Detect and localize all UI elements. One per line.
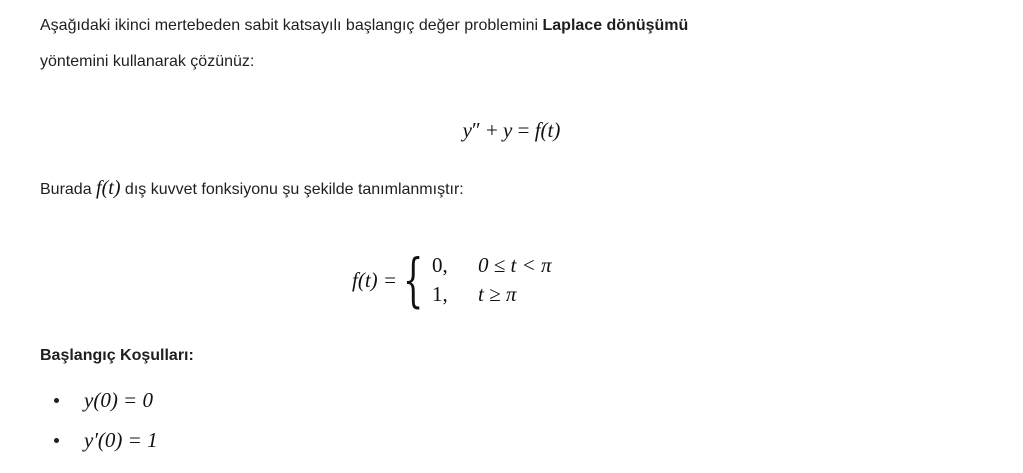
eq2-brace: { [403, 246, 424, 314]
list-item [54, 380, 158, 420]
piecewise-cases [432, 253, 552, 307]
ode-equation [0, 118, 1023, 143]
eq1-y2: y [503, 118, 513, 142]
eq1-y: y [462, 118, 472, 142]
initial-conditions-heading: Başlangıç Koşulları: [40, 347, 194, 364]
case2-value: 1, [431, 282, 448, 306]
eq1-rhs: f(t) [534, 118, 561, 142]
eq1-equals: = [512, 118, 535, 142]
eq1-prime: ″ [471, 118, 481, 142]
condition-2: y′(0) = 1 [84, 428, 158, 452]
intro-line-1 [40, 8, 688, 44]
forcing-prefix: Burada [40, 181, 97, 198]
initial-conditions-list [54, 380, 158, 460]
piecewise-equation [352, 245, 552, 315]
condition-1: y(0) = 0 [84, 388, 153, 412]
case2-condition: t ≥ π [477, 282, 517, 306]
intro-bold-term: Laplace dönüşümü [542, 17, 689, 34]
intro-line-2: yöntemini kullanarak çözünüz: [40, 53, 255, 70]
eq1-plus: + [480, 118, 504, 142]
bullet-icon [54, 398, 59, 403]
forcing-description [40, 170, 464, 208]
case1-condition: 0 ≤ t < π [477, 253, 552, 277]
forcing-math: f(t) [96, 177, 121, 199]
bullet-icon [54, 438, 59, 443]
list-item [54, 420, 158, 460]
eq2-lhs: f(t) = [352, 267, 398, 292]
intro-text: Aşağıdaki ikinci mertebeden sabit katsayılı başlangıç değer problemini [40, 17, 543, 34]
case1-value: 0, [431, 253, 448, 277]
forcing-suffix: dış kuvvet fonksiyonu şu şekilde tanımlanmıştır: [120, 181, 464, 198]
